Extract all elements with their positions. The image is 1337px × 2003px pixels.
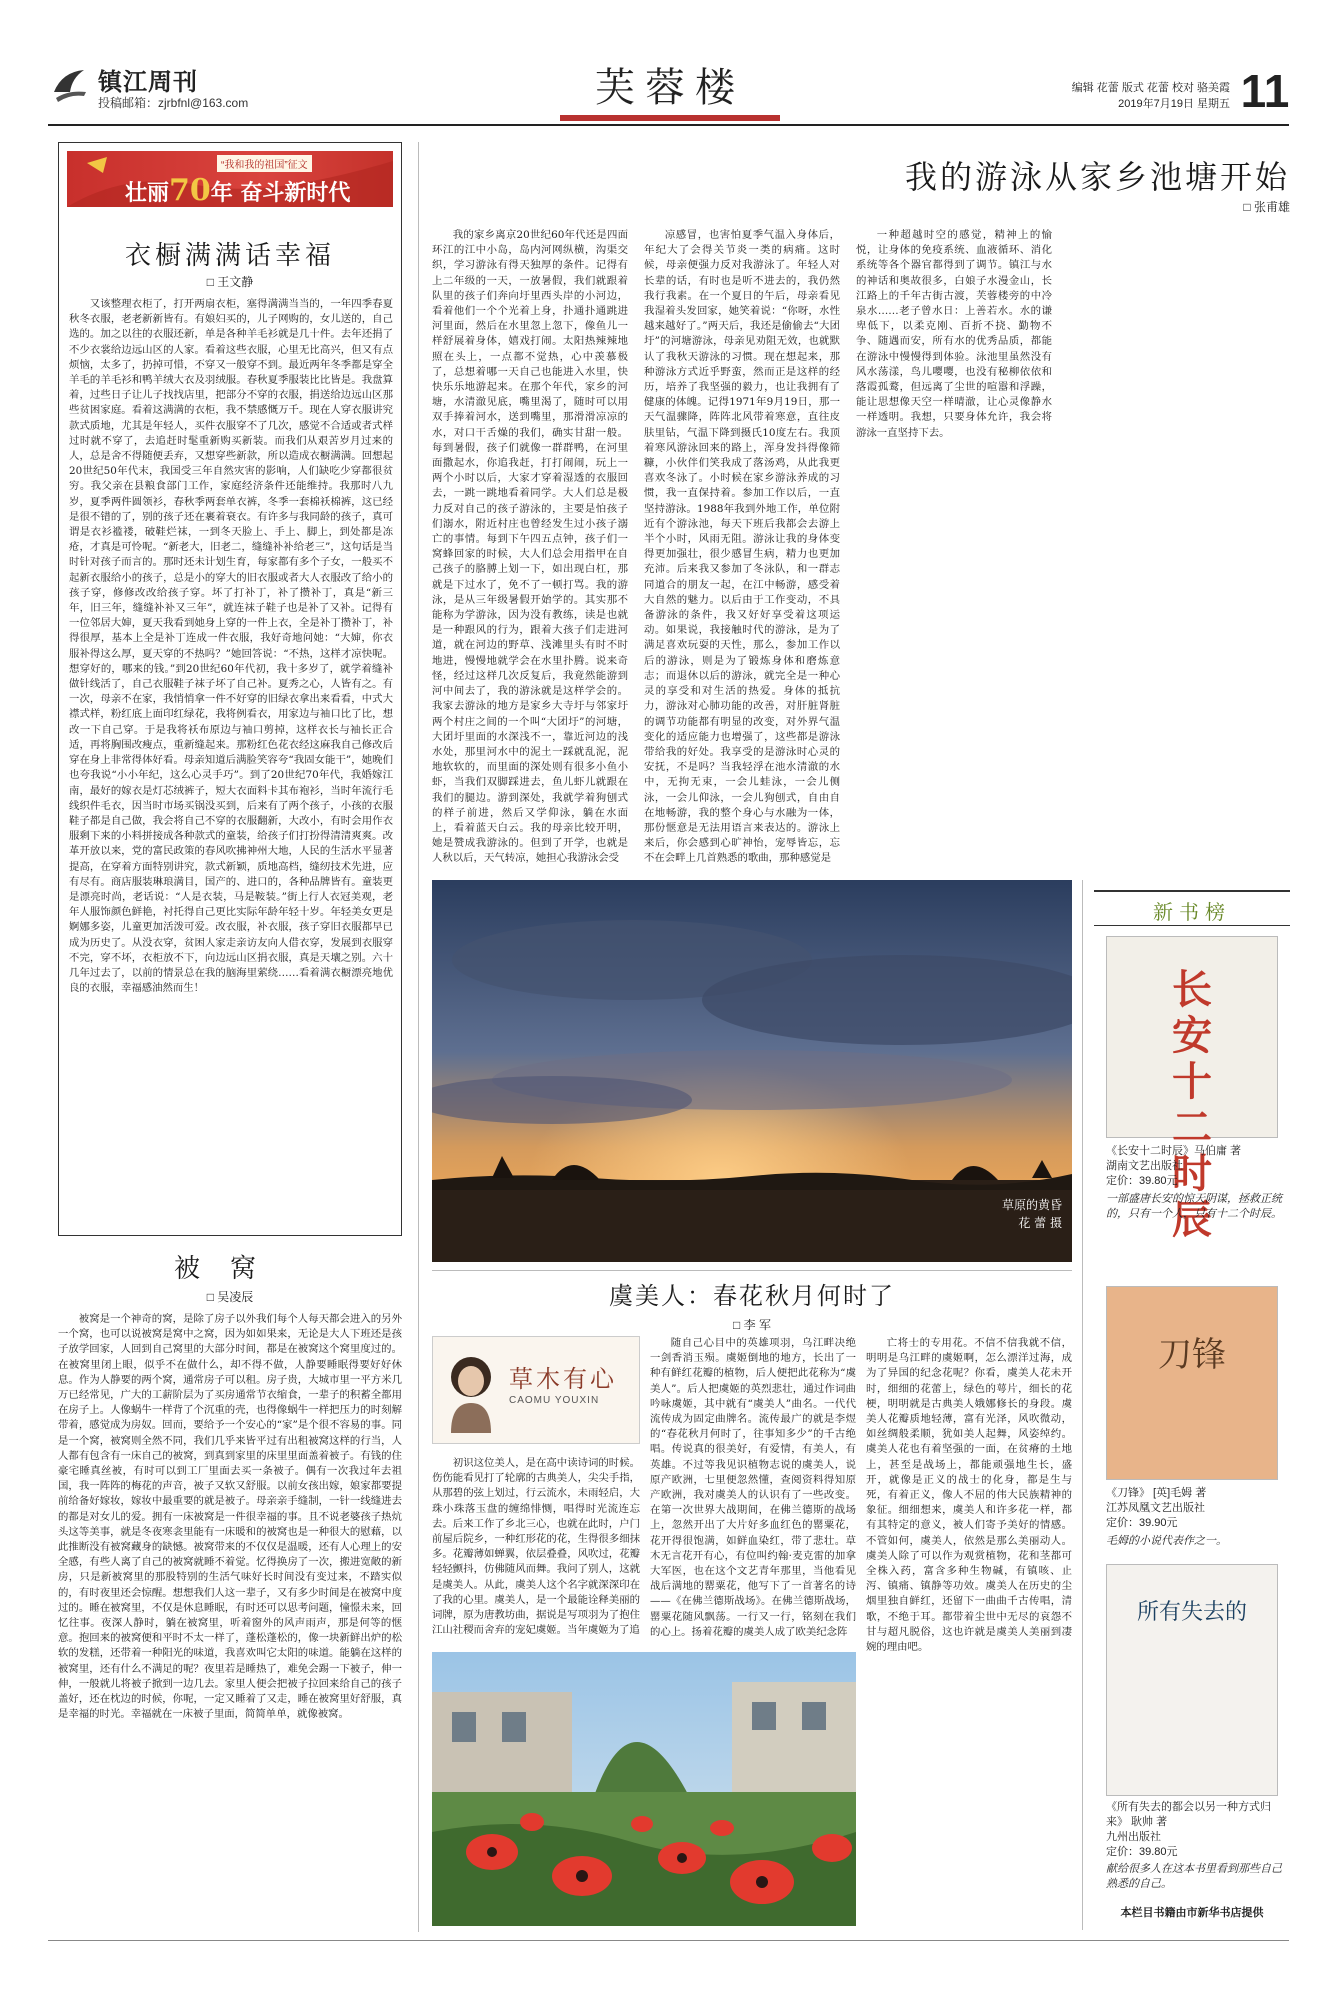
article-body: 又该整理衣柜了，打开两扇衣柜，塞得满满当当的，一年四季春夏秋冬衣服，老老新新皆有。有娘妇买的，儿子网购的，女儿送的，自己选的。加之以往的衣服还新，单是各种羊毛衫就是几十件。去年还捐了不少衣裳给边远山区的人家。看着这些衣服，心里无比高兴，但又有点烦恼，太多了，扔掉可惜，不穿又一般穿不到。最近两年冬季都是穿全羊毛的羊毛衫和鸭羊绒大衣及羽绒服。春秋夏季服装比比皆是。我盘算着，过些日子让儿子找找店里，把部分不穿的衣服，捐送给边远山区那些贫困家庭。看着这满满的衣柜，我不禁感慨万千。现在人穿衣服讲究款式质地，尤其是年轻人，买件衣服穿不了几次，感觉不合适或者式样过时就不穿了，去追赶时髦重新购买新装。而我们从艰苦岁月过来的人，总是舍不得随便丢弃，又想穿些新款，所以造成衣橱满满。回想起20世纪50年代末，我国受三年自然灾害的影响，人们缺吃少穿都很贫穷。我父亲在县粮食部门工作，家庭经济条件还能维持。我那时八九岁，夏季两件圆领衫，春秋季两套单衣裤，冬季一套棉袄棉裤，这已经是很不错的了，别的孩子还在裹着衰衣。有许多与我同龄的孩子，真可谓是衣衫褴褛，破鞋烂袜，一到冬天脸上、手上、脚上，到处都是冻疮，才真是可怜呢。“新老大，旧老二，缝缝补补给老三”，这句话是当时针对孩子而言的。那时还未计划生育，每家都有多个子女，一般买不起新衣服给小的孩子，总是小的穿大的旧衣服或者大人衣服改了给小的孩子穿，修修改改给孩子穿。坏了打补丁，补了攒补丁，真是“新三年，旧三年，缝缝补补又三年”，就连袜子鞋子也是补了又补。记得有一位邻居大婶，夏天我看到她身上穿的一件上衣，全是补丁攒补丁，补得很厚，基本上全是补丁连成一件衣服，我好奇地问她：“大婶，你衣服补得这么厚，夏天穿的不热吗？”她回答说：“不热，这样才凉快呢。想穿好的，哪来的钱。”到20世纪60年代初，我十多岁了，就学着缝补做针线活了，自己衣服鞋子袜子坏了自己补。夏秀之心，人皆有之。有一次，母亲不在家，我悄悄拿一件不好穿的旧绿衣拿出来看看，中式大襟式样，粉红底上面印红绿花，我将例看衣，用家边与袖口比了比，想改一下自己穿。于是我将袄布原边与袖口剪掉，这样衣长与袖长正合适，再将胸围改瘦点，重新缝起来。那粉红色花衣经这麻我自己修改后穿在身上非常得体好看。母亲知道后满脸笑容夸“我固女能干”，她晚们也夸我说“小小年纪，这么心灵手巧”。到了20世纪70年代，我婚嫁江南，最好的嫁衣是灯芯绒裤子，短大衣面料卡其布袍衫，当时年流行毛线织件毛衣，因当时市场买锅没买到，后来有了两个孩子，小孩的衣服鞋子都是自己做，我会将自己不穿的衣服翻新，大改小，有时会用作衣服剩下来的小料拼接成各种款式的童装，给孩子们打扮得清清爽爽。改革开放以来，党的富民政策的春风吹拂神州大地，人民的生活水平显著提高，在穿着方面特别讲究，款式新颖，质地高档，缝纫技术先进，应有尽有。商店服装琳琅满目，国产的、进口的，各种品牌皆有。童装更是漂亮时尚，老话说：“人是衣装，马是鞍装。”街上行人衣冠美观，老年人服饰颜色鲜艳，衬托得自己更比实际年龄年轻十岁。年轻美女更是婀娜多姿，儿童更加活泼可爱。改衣服，补衣服，孩子穿旧衣服都早已成为历史了。从没衣穿，贫困人家走亲访友向人借衣穿，发展到衣服穿不完，穿不坏，衣柜放不下，向边远山区捐衣服，真是天壤之别。六十几年过去了，以前的情景总在我的脑海里萦绕……看着满衣橱漂亮地优良的衣服，幸福感油然而生！ bbox=[69, 298, 393, 995]
book-caption: 《刀锋》 [英]毛姆 著 江苏凤凰文艺出版社 定价：39.90元 bbox=[1106, 1487, 1207, 1529]
article-body-col: 随自己心目中的英雄项羽，乌江畔决绝一剑香消玉殒。虞姬倒地的地方，长出了一种有鲜红花瓣的植物，后人便把此花称为“虞美人”。后人把虞姬的英烈悲壮，通过作词曲吟咏虞姬，其中就有“虞美人”曲名。一代代流传成为固定曲牌名。流传最广的就是李煜的“春花秋月何时了，往事知多少”的千古绝唱。传说真的很美好，有爱情，有美人，有英雄。不过等我见识植物志说的虞美人，说原产欧洲，七里便忽然懂，查阅资料得知原产欧洲，我对虞美人的认识有了一些改变。在第一次世界大战期间，在佛兰德斯的战场上，忽然开出了大片好多血红色的罂粟花，花开得很饱满，如鲜血染红，带了悲壮。草木无言花开有心，有位叫约翰·麦克雷的加拿大军医，也在这个文艺青年那里，当他看见战后满地的罂粟花，他写下了一首著名的诗——《在佛兰德斯战场》。在佛兰德斯战场，罂粟花随风飘荡。一行又一行，铭刻在我们的心上。扬着花瓣的虞美人成了欧美纪念阵 bbox=[650, 1337, 856, 1638]
article-author: □ 张甫雄 bbox=[1243, 200, 1290, 214]
editors-info bbox=[930, 80, 1230, 112]
column-divider bbox=[1082, 880, 1083, 1930]
article-body-col bbox=[1068, 228, 1290, 868]
article-body-col: 一种超越时空的感觉，精神上的愉悦，让身体的免疫系统、血液循环、消化系统等各个器官都得到了调节。镇江与水的神话和奥故很多，白娘子水漫金山，长江路上的千年古街古渡，芙蓉楼旁的中冷泉水……老子曾水日：上善若水。水的谦卑低下，以柔克刚、百折不挠、勤物不争、随遇而安，所有水的优秀品质，都能在游泳中慢慢得到体验。泳池里虽然没有风水荡漾，鸟儿嘤嘤，也没有秘柳依依和落霞孤鹜，但远离了尘世的喧嚣和浮躁，能让思想像天空一样晴澈，让心灵像静水一样透明。我想，只要身体允许，我会将游泳一直坚持下去。 bbox=[856, 229, 1052, 439]
article-body-col: 凉感冒，也害怕夏季气温入身体后，年纪大了会得关节炎一类的病痛。这时候，母亲便强力反对我游泳了。年轻人对长辈的话，有时也是听不进去的，我仍然我行我素。在一个夏日的午后，母亲看见我湿着头发回家，她笑着说：“你呀，水性越来越好了。”两天后，我还是偷偷去“大团圩”的河塘游泳，母亲见劝阻无效，也就默认了我秋天游泳的习惯。现在想起来，那种游泳方式近乎野蛮，然而正是这样的经历，培养了我坚强的毅力，也让我拥有了健康的体魄。记得1971年9月19日，那一天气温骤降，阵阵北风带着寒意，直往皮肤里钻，气温下降到摄氏10度左右。我顶着寒风游泳回来的路上，浑身发抖得像筛糠，小伙伴们笑我成了落汤鸡，从此我更喜欢冬泳了。小时候在家乡游泳养成的习惯，我一直保持着。参加工作以后，一直坚持游泳。1988年我到外地工作，单位附近有个游泳池，每天下班后我都会去游上半个小时，风雨无阻。游泳让我的身体变得更加强壮，很少感冒生病，精力也更加充沛。后来我又参加了冬泳队，和一群志同道合的朋友一起，在江中畅游，感受着大自然的魅力。以后由于工作变动，不具备游泳的条件，我又好好享受着这项运动。如果说，我接触时代的游泳，是为了满足喜欢玩耍的天性，那么，参加工作以后的游泳，则是为了锻炼身体和磨炼意志；而退休以后的游泳，就完全是一种心灵的享受和对生活的热爱。身体的抵抗力，游泳对心肺功能的改善，对肝脏肾脏的调节功能都有明显的改变，对外界气温变化的适应能力也增强了，这些都是游泳带给我的好处。我享受的是游泳时心灵的安抚，不是吗？当我轻浮在池水清澈的水中，无拘无束，一会儿蛙泳，一会儿侧泳，一会儿仰泳，一会儿狗刨式，自由自在地畅游，我的整个身心与水融为一体，那份惬意是无法用语言来表达的。游泳上来后，你会感到心旷神怡，宠辱皆忘，忘不在会畔上几首熟悉的歌曲，那种感觉是 bbox=[644, 229, 840, 865]
article-author: □ 吴凌辰 bbox=[206, 1290, 254, 1304]
submission-email: 投稿邮箱：zjrbfnl@163.com bbox=[98, 96, 249, 110]
book-cover-title: 所有失去的 bbox=[1136, 1600, 1247, 1625]
portrait-icon bbox=[441, 1347, 501, 1433]
article-body: 被窝是一个神奇的窝，是除了房子以外我们每个人每天都会进入的另外一个窝，也可以说被窝是窝中之窝，因为如如果来，无论是大人下班还是孩子放学回家，人回到自己窝里的大部分时间，都是在被窝这个窝里度过的。在被窝里闭上眼，似乎不在做什么，却不得不做，人静要睡眠得要好好休息。作为人静要的两个窝，通常房子可以租。房子贵，大城市里一平方米几万已经常见，广大的工薪阶层为了买房通常节衣缩食，一辈子的积蓄全都用在房子上。人像蜗牛一样背了个沉重的壳，也得像蜗牛一样把压力的时刻解带着，感觉成为房奴。回而，要给予一个安心的“家”是个很不容易的事。同是一个窝，被窝则全然不同，我们几乎来皆平过有出租被窝这样的行当，人人都有包含有一床自己的被窝，到真到家里的床里里面盖着被子。有钱的住豪宅睡真丝被，有时可以到工厂里面去买一条被子。偶有一次我过年去祖国，我一阵阵的梅花的声音，被子又软又舒服。以前女孩出嫁，娘家都要提前给备好嫁妆，嫁妆中最重要的就是被子。母亲亲手缝制，一针一线缝进去的都是对女儿的爱。拥有一床被窝是一件很幸福的事。且不说老婆孩子热炕头这等美事，就是冬夜寒衾里能有一床暖和的被窝也是一种很大的慰藉，以此推断没有被窝藏身的缺憾。被窝带来的不仅仅是温暖，还有人心理上的安全感，有些人离了自己的被窝就睡不着觉。忆得换房了一次，搬进宽敞的新房，只是新被窝里的那股特别的生活气味好长时间没有变过来，不踏实似的，有时夜里还会惊醒。想想我们人这一辈子，又有多少时间是在被窝中度过的。睡在被窝里，不仅是休息睡眠，有时还可以思考问题，憧憬未来，回忆往事。夜深人静时，躺在被窝里，听着窗外的风声雨声，那是何等的惬意。抱回来的被窝便和平时不太一样了，蓬松蓬松的，像一块新鲜出炉的松软的发糕，还带着一种阳光的味道，我喜欢叫它太阳的味道。能躺在这样的被窝里，还有什么不满足的呢？夜里若是睡热了，难免会踢一下被子，伸一伸，一般就儿将被子掀到一边几去。家里人便会把被子拉回来给自己的孩子盖好，还在枕边的时候，你呢，一定又睡着了又走，睡在被窝里好舒服，真是幸福的时光。幸福就在一床被子里面，简简单单，就像被窝。 bbox=[58, 1313, 402, 1721]
banner-slogan-b: 年 奋斗新时代 bbox=[210, 180, 351, 206]
article-title: 被窝 bbox=[173, 1254, 286, 1284]
banner-slogan-a: 壮丽 bbox=[125, 180, 170, 206]
column-badge-pinyin: CAOMU YOUXIN bbox=[509, 1395, 600, 1406]
article-title: 虞美人：春花秋月何时了 bbox=[609, 1282, 895, 1310]
header-rule bbox=[48, 124, 1289, 126]
book-cover-title: 长安十二时辰 bbox=[1172, 966, 1212, 1243]
book-cover[interactable] bbox=[1106, 1286, 1278, 1480]
section-title-text: 芙蓉楼 bbox=[595, 65, 745, 111]
article-author: □ 王文静 bbox=[206, 275, 254, 289]
page-number: 11 bbox=[1240, 65, 1290, 117]
photo-caption bbox=[962, 1196, 1062, 1232]
section-rule bbox=[432, 1270, 1072, 1271]
new-books-header bbox=[1094, 890, 1290, 926]
newspaper-logo-icon bbox=[48, 62, 92, 106]
photo-caption-title: 草原的黄昏 bbox=[1001, 1198, 1062, 1212]
date-line: 2019年7月19日 星期五 bbox=[1118, 98, 1230, 110]
section-underline bbox=[560, 115, 780, 121]
article-body-col: 初识这位美人，是在高中读诗词的时候。伤伤能看见打了轮廓的古典美人，尖尖手指，从那碧的弦上划过，行云流水，未雨轻启，大珠小珠落玉盘的缠绵悱恻，唱得时光流连忘去。后来工作了乡北三心，也就在此时，户门前屋后院乡，一种红形花的花，生得很多细抹多。花瓣薄如蝉翼，依层叠叠，风吹过，花瓣轻轻颤抖，仿佛随风而舞。我问了别人，这就是虞美人。从此，虞美人这个名字就深深印在了我的心里。虞美人，是一个最能诠释美丽的词牌，原为唐教坊曲，据说是写项羽为了抱住江山社稷而舍弃的宠妃虞姬。当年虞姬为了追 bbox=[432, 1457, 640, 1637]
new-books-badge: 新书榜 bbox=[1153, 900, 1231, 924]
footer-rule bbox=[48, 1940, 1289, 1941]
book-cover-title: 刀锋 bbox=[1158, 1335, 1226, 1375]
article-author: □ 李 军 bbox=[733, 1318, 771, 1332]
article-title: 我的游泳从家乡池塘开始 bbox=[904, 158, 1290, 196]
grassland-sunset-photo bbox=[432, 880, 1072, 1262]
banner-tag: “我和我的祖国”征文 bbox=[217, 155, 312, 172]
article-wardrobe-box bbox=[58, 142, 402, 1236]
photo-caption-author: 花 蕾 摄 bbox=[1018, 1216, 1062, 1230]
book-cover[interactable] bbox=[1106, 1564, 1278, 1796]
book-note: 毛姆的小说代表作之一。 bbox=[1106, 1535, 1227, 1547]
book-note: 一部盛唐长安的惊天阴谋，拯救正统的，只有一个人，只有十二个时辰。 bbox=[1106, 1193, 1282, 1220]
banner-slogan-number: 70 bbox=[169, 173, 211, 208]
poppy-garden-photo bbox=[432, 1652, 856, 1926]
book-caption: 《长安十二时辰》马伯庸 著 湖南文艺出版社 定价：39.80元 bbox=[1106, 1145, 1242, 1187]
section-title bbox=[560, 56, 780, 113]
article-body-col: 亡将士的专用花。不信不信我就不信，明明是乌江畔的虞姬啊，怎么漂洋过海，成为了异国的纪念花呢？你看，虞美人花未开时，细细的花蕾上，绿色的萼片，细长的花梗，明明就是古典美人娥娜修长的身段。虞美人花瓣质地轻薄，富有光泽，风吹微动，如丝绸般柔顺，犹如美人起舞，风姿绰约。虞美人花也有着坚强的一面，在贫瘠的土地上，甚至是战场上，都能顽强地生长，盛开，就像是正义的战士的化身，都是生与死，有着正义，像人不屈的伟大民族精神的象征。细细想来，虞美人和许多花一样，都有其特定的意义，被人们寄予美好的情感。不管如何，虞美人，依然是那么美丽动人。虞美人除了可以作为观赏植物，花和茎都可全株入药，富含多种生物碱，有镇咳、止泻、镇痛、镇静等功效。虞美人在历史的尘烟里独自鲜红，还留下一曲曲千古传唱，清歌，不绝于耳。都带着尘世中无尽的哀怨不甘与超凡脱俗，这也许就是虞美人美丽到凄婉的理由吧。 bbox=[866, 1337, 1072, 1654]
column-badge-title: 草木有心 bbox=[509, 1365, 617, 1393]
book-note: 献给很多人在这本书里看到那些自己熟悉的自己。 bbox=[1106, 1863, 1282, 1890]
books-footer: 本栏目书籍由市新华书店提供 bbox=[1120, 1907, 1264, 1919]
editors-line: 编辑 花蕾 版式 花蕾 校对 骆美霞 bbox=[1071, 82, 1230, 94]
new-books-column bbox=[1094, 890, 1290, 1930]
anniversary-banner bbox=[67, 151, 393, 207]
book-caption: 《所有失去的都会以另一种方式归来》 耿帅 著 九州出版社 定价：39.80元 bbox=[1106, 1801, 1271, 1858]
banner-slogan bbox=[125, 173, 350, 208]
column-divider bbox=[418, 142, 419, 1932]
paper-name: 镇江周刊 bbox=[98, 69, 198, 96]
article-title: 衣橱满满话幸福 bbox=[124, 241, 335, 271]
masthead bbox=[48, 60, 298, 120]
column-badge bbox=[432, 1336, 640, 1444]
article-body-col: 我的家乡离京20世纪60年代还是四面环江的江中小岛，岛内河网纵横，沟渠交织，学习游泳有得天独厚的条件。记得有上二年级的一天，一放暑假，我们就跟着队里的孩子们奔向圩里西头岸的小河边，看着他们一个个光着上身，扑通扑通跳进河里面，然后在水里忽上忽下，像鱼儿一样舒展着身体，嬉戏打闹。太阳热辣辣地照在头上，一点都不觉热，心中羡慕极了，总想着哪一天自己也能进入水里，快快乐乐地游起来。在那个年代，家乡的河塘，水清澈见底，嘴里渴了，随时可以用双手捧着河水，送到嘴里，那滑滑凉凉的水，对口干舌燥的我们，确实甘甜一般。每到暑假，孩子们就像一群群鸭，在河里面撒起水，你追我赶，打打闹闹，玩上一两个小时以后，大家才穿着湿透的衣服回去，一跳一跳地看着同学。大人们总是极力反对自己的孩子游泳的，主要是怕孩子们溺水，附近村庄也曾经发生过小孩子溺亡的事情。每到下午四五点钟，孩子们一窝蜂回家的时候，大人们总会用指甲在自己孩子的胳膊上划一下，如出现白杠，那就是下过水了，免不了一顿打骂。我的游泳，是从三年级暑假开始学的。其实那不能称为学游泳，因为没有教练，读是也就是一种跟风的行为，跟着大孩子们走进河道，就在河边的野草、浅滩里头有时不时地进，慢慢地就学会在水里扑腾。说来奇怪，经过这样几次反复后，我竟然能游到河中间去了，我的游泳就是这样学会的。我家去游泳的地方是家乡大寺圩与邻家圩两个村庄之间的一个叫“大团圩”的河塘，大团圩里面的水深浅不一，靠近河边的浅水处，那里河水中的泥土一踩就乱泥，泥地软软的，而里面的深处则有很多小鱼小虾，当我们双脚踩进去，鱼儿虾儿就跟在我们的腿边。游到深处，我就学着狗刨式的样子前进，然后又学仰泳，躺在水面上，看着蓝天白云。我的母亲比较开明，她是赞成我游泳的。但到了开学，也就是人秋以后，天气转凉，她担心我游泳会受 bbox=[432, 229, 628, 865]
